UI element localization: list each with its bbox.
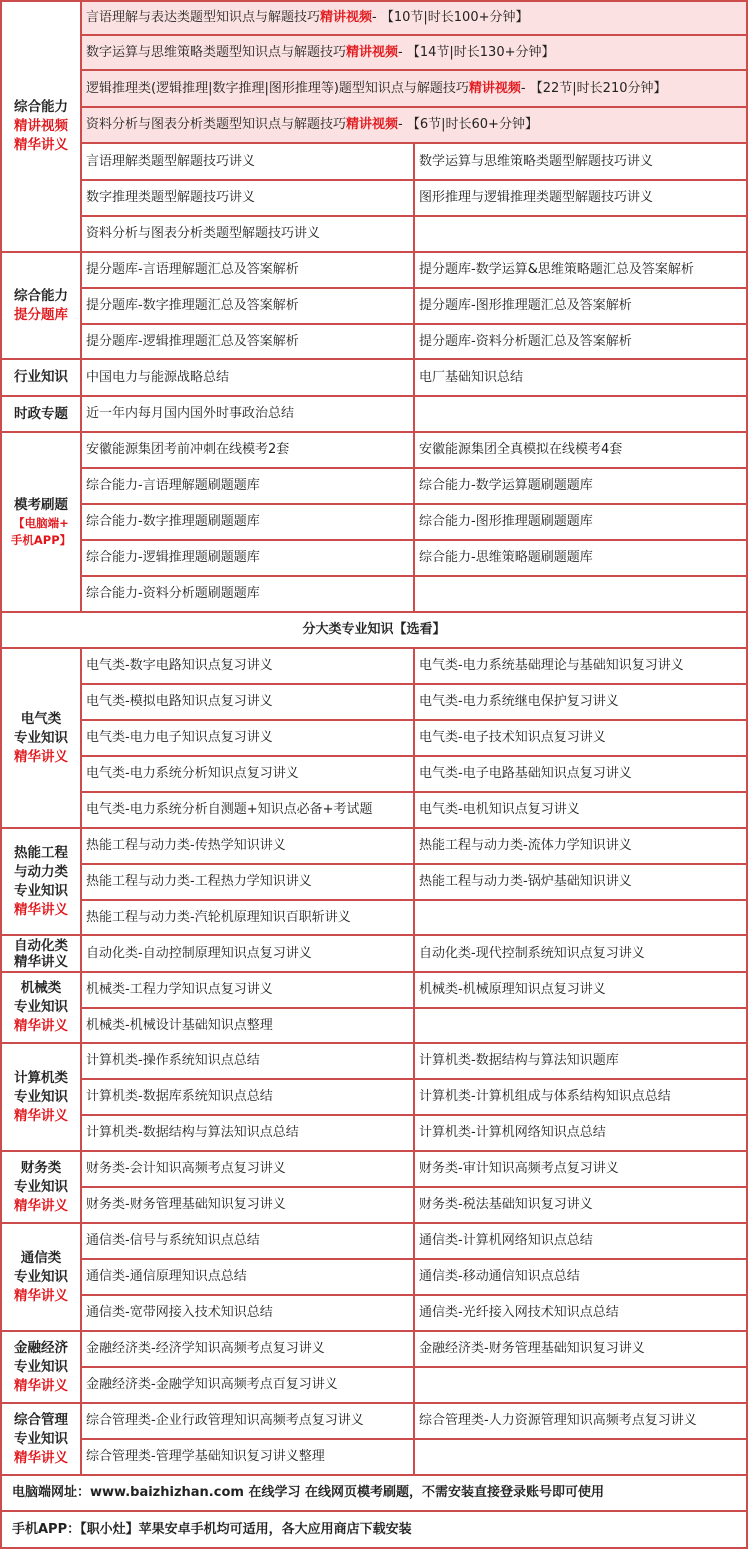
mokao-item[interactable]: 综合能力-逻辑推理题刷题题库 bbox=[82, 541, 413, 575]
jinrong-item[interactable]: 金融经济类-财务管理基础知识复习讲义 bbox=[415, 1332, 746, 1366]
category-title: 与动力类 bbox=[14, 863, 68, 880]
category-reneng bbox=[2, 829, 80, 934]
tiku-item[interactable]: 提分题库-数学运算&思维策略题汇总及答案解析 bbox=[415, 253, 746, 287]
category-sub: 精华讲义 bbox=[14, 901, 68, 918]
category-title: 自动化类 bbox=[14, 937, 68, 954]
category-sub: 精华讲义 bbox=[14, 1449, 68, 1466]
dianqi-item[interactable]: 电气类-电机知识点复习讲义 bbox=[415, 793, 746, 827]
dianqi-item[interactable]: 电气类-电力电子知识点复习讲义 bbox=[82, 721, 413, 755]
hangye-item[interactable]: 中国电力与能源战略总结 bbox=[82, 360, 413, 395]
video-item[interactable]: 资料分析与图表分析类题型知识点与解题技巧 精讲视频 - 【6节|时长60+分钟】 bbox=[82, 108, 746, 142]
jisuanji-item[interactable]: 计算机类-计算机网络知识点总结 bbox=[415, 1116, 746, 1150]
mokao-item[interactable]: 综合能力-言语理解题刷题题库 bbox=[82, 469, 413, 503]
category-jixie bbox=[2, 973, 80, 1042]
footer-app-info: 手机APP：【职小灶】苹果安卓手机均可适用，各大应用商店下载安装 bbox=[2, 1512, 746, 1547]
category-sub: 精华讲义 bbox=[14, 1197, 68, 1214]
mokao-item[interactable]: 综合能力-图形推理题刷题题库 bbox=[415, 505, 746, 539]
note-item[interactable]: 资料分析与图表分析类题型解题技巧讲义 bbox=[82, 217, 413, 251]
category-jinrong bbox=[2, 1332, 80, 1402]
category-sub: 精华讲义 bbox=[14, 1287, 68, 1304]
category-title: 专业知识 bbox=[14, 729, 68, 746]
note-item[interactable]: 数学运算与思维策略类题型解题技巧讲义 bbox=[415, 144, 746, 179]
caiwu-item[interactable]: 财务类-财务管理基础知识复习讲义 bbox=[82, 1188, 413, 1222]
empty-cell bbox=[415, 1009, 746, 1042]
category-title: 金融经济 bbox=[14, 1339, 68, 1356]
zidonghua-item[interactable]: 自动化类-自动控制原理知识点复习讲义 bbox=[82, 936, 413, 971]
tongxin-item[interactable]: 通信类-移动通信知识点总结 bbox=[415, 1260, 746, 1294]
category-title: 模考刷题 bbox=[14, 496, 68, 513]
mokao-item[interactable]: 安徽能源集团全真模拟在线模考4套 bbox=[415, 433, 746, 467]
section-divider: 分大类专业知识【选看】 bbox=[2, 613, 746, 647]
dianqi-item[interactable]: 电气类-电子技术知识点复习讲义 bbox=[415, 721, 746, 755]
guanli-item[interactable]: 综合管理类-管理学基础知识复习讲义整理 bbox=[82, 1440, 413, 1474]
category-hangye bbox=[2, 360, 80, 395]
dianqi-item[interactable]: 电气类-电力系统分析知识点复习讲义 bbox=[82, 757, 413, 791]
note-item[interactable]: 言语理解类题型解题技巧讲义 bbox=[82, 144, 413, 179]
category-title: 专业知识 bbox=[14, 1430, 68, 1447]
category-shizheng bbox=[2, 397, 80, 431]
category-sub: 精华讲义 bbox=[14, 1107, 68, 1124]
mokao-item[interactable]: 综合能力-资料分析题刷题题库 bbox=[82, 577, 413, 611]
tiku-item[interactable]: 提分题库-逻辑推理题汇总及答案解析 bbox=[82, 325, 413, 358]
jixie-item[interactable]: 机械类-机械原理知识点复习讲义 bbox=[415, 973, 746, 1007]
tongxin-item[interactable]: 通信类-宽带网接入技术知识总结 bbox=[82, 1296, 413, 1330]
note-item[interactable]: 图形推理与逻辑推理类题型解题技巧讲义 bbox=[415, 181, 746, 215]
category-title: 专业知识 bbox=[14, 999, 68, 1015]
category-zonghe-video bbox=[2, 2, 80, 251]
category-zidonghua bbox=[2, 936, 80, 971]
category-zonghe-tiku bbox=[2, 253, 80, 358]
reneng-item[interactable]: 热能工程与动力类-锅炉基础知识讲义 bbox=[415, 865, 746, 899]
reneng-item[interactable]: 热能工程与动力类-流体力学知识讲义 bbox=[415, 829, 746, 863]
jinrong-item[interactable]: 金融经济类-金融学知识高频考点百复习讲义 bbox=[82, 1368, 413, 1402]
mokao-item[interactable]: 综合能力-数学运算题刷题题库 bbox=[415, 469, 746, 503]
jinrong-item[interactable]: 金融经济类-经济学知识高频考点复习讲义 bbox=[82, 1332, 413, 1366]
jixie-item[interactable]: 机械类-机械设计基础知识点整理 bbox=[82, 1009, 413, 1042]
category-title: 专业知识 bbox=[14, 1178, 68, 1195]
category-title: 专业知识 bbox=[14, 1268, 68, 1285]
category-title: 综合管理 bbox=[14, 1411, 68, 1428]
category-title: 精华讲义 bbox=[14, 953, 68, 970]
category-sub: 精讲视频 bbox=[14, 118, 68, 134]
category-title: 行业知识 bbox=[14, 369, 68, 385]
mokao-item[interactable]: 综合能力-数字推理题刷题题库 bbox=[82, 505, 413, 539]
tiku-item[interactable]: 提分题库-资料分析题汇总及答案解析 bbox=[415, 325, 746, 358]
tongxin-item[interactable]: 通信类-计算机网络知识点总结 bbox=[415, 1224, 746, 1258]
category-title: 热能工程 bbox=[14, 844, 68, 861]
jisuanji-item[interactable]: 计算机类-计算机组成与体系结构知识点总结 bbox=[415, 1080, 746, 1114]
empty-cell bbox=[415, 901, 746, 934]
category-tongxin bbox=[2, 1224, 80, 1330]
reneng-item[interactable]: 热能工程与动力类-汽轮机原理知识百职斩讲义 bbox=[82, 901, 413, 934]
category-sub: 提分题库 bbox=[14, 306, 68, 323]
caiwu-item[interactable]: 财务类-审计知识高频考点复习讲义 bbox=[415, 1152, 746, 1186]
empty-cell bbox=[415, 1440, 746, 1474]
category-title: 机械类 bbox=[20, 980, 62, 996]
mokao-item[interactable]: 安徽能源集团考前冲刺在线模考2套 bbox=[82, 433, 413, 467]
tiku-item[interactable]: 提分题库-言语理解题汇总及答案解析 bbox=[82, 253, 413, 287]
dianqi-item[interactable]: 电气类-数字电路知识点复习讲义 bbox=[82, 649, 413, 683]
empty-cell bbox=[415, 397, 746, 431]
footer-web-url[interactable]: 电脑端网址：www.baizhizhan.com 在线学习 在线网页模考刷题，不需安装直接登录账号即可使用 bbox=[2, 1476, 746, 1510]
dianqi-item[interactable]: 电气类-电力系统继电保护复习讲义 bbox=[415, 685, 746, 719]
category-title: 专业知识 bbox=[14, 1088, 68, 1105]
jisuanji-item[interactable]: 计算机类-操作系统知识点总结 bbox=[82, 1044, 413, 1078]
category-sub: 精华讲义 bbox=[14, 137, 68, 153]
dianqi-item[interactable]: 电气类-模拟电路知识点复习讲义 bbox=[82, 685, 413, 719]
reneng-item[interactable]: 热能工程与动力类-工程热力学知识讲义 bbox=[82, 865, 413, 899]
category-title: 综合能力 bbox=[14, 99, 68, 115]
empty-cell bbox=[415, 217, 746, 251]
tiku-item[interactable]: 提分题库-图形推理题汇总及答案解析 bbox=[415, 289, 746, 323]
tongxin-item[interactable]: 通信类-信号与系统知识点总结 bbox=[82, 1224, 413, 1258]
category-title: 综合能力 bbox=[14, 287, 68, 304]
video-item[interactable]: 逻辑推理类(逻辑推理|数字推理|图形推理等)题型知识点与解题技巧 精讲视频 - 【22节|时长210分钟】 bbox=[82, 71, 746, 106]
category-title: 通信类 bbox=[20, 1249, 62, 1266]
category-mokao bbox=[2, 433, 80, 611]
category-jisuanji bbox=[2, 1044, 80, 1150]
caiwu-item[interactable]: 财务类-税法基础知识复习讲义 bbox=[415, 1188, 746, 1222]
shizheng-item[interactable]: 近一年内每月国内国外时事政治总结 bbox=[82, 397, 413, 431]
caiwu-item[interactable]: 财务类-会计知识高频考点复习讲义 bbox=[82, 1152, 413, 1186]
tongxin-item[interactable]: 通信类-通信原理知识点总结 bbox=[82, 1260, 413, 1294]
category-title: 专业知识 bbox=[14, 882, 68, 899]
category-title: 电气类 bbox=[20, 710, 62, 727]
empty-cell bbox=[415, 577, 746, 611]
category-title: 财务类 bbox=[20, 1159, 62, 1176]
jisuanji-item[interactable]: 计算机类-数据结构与算法知识题库 bbox=[415, 1044, 746, 1078]
category-sub: 精华讲义 bbox=[14, 1377, 68, 1394]
guanli-item[interactable]: 综合管理类-人力资源管理知识高频考点复习讲义 bbox=[415, 1404, 746, 1438]
note-item[interactable]: 数字推理类题型解题技巧讲义 bbox=[82, 181, 413, 215]
category-sub: 手机APP】 bbox=[10, 532, 72, 547]
category-guanli bbox=[2, 1404, 80, 1474]
jixie-item[interactable]: 机械类-工程力学知识点复习讲义 bbox=[82, 973, 413, 1007]
jisuanji-item[interactable]: 计算机类-数据库系统知识点总结 bbox=[82, 1080, 413, 1114]
guanli-item[interactable]: 综合管理类-企业行政管理知识高频考点复习讲义 bbox=[82, 1404, 413, 1438]
category-sub: 精华讲义 bbox=[14, 1018, 68, 1034]
dianqi-item[interactable]: 电气类-电力系统分析自测题+知识点必备+考试题 bbox=[82, 793, 413, 827]
video-item[interactable]: 数字运算与思维策略类题型知识点与解题技巧 精讲视频 - 【14节|时长130+分钟】 bbox=[82, 36, 746, 69]
jisuanji-item[interactable]: 计算机类-数据结构与算法知识点总结 bbox=[82, 1116, 413, 1150]
category-title: 时政专题 bbox=[14, 405, 68, 422]
reneng-item[interactable]: 热能工程与动力类-传热学知识讲义 bbox=[82, 829, 413, 863]
video-item[interactable]: 言语理解与表达类题型知识点与解题技巧 精讲视频 - 【10节|时长100+分钟】 bbox=[82, 2, 746, 34]
dianqi-item[interactable]: 电气类-电子电路基础知识点复习讲义 bbox=[415, 757, 746, 791]
category-caiwu bbox=[2, 1152, 80, 1222]
hangye-item[interactable]: 电厂基础知识总结 bbox=[415, 360, 746, 395]
zidonghua-item[interactable]: 自动化类-现代控制系统知识点复习讲义 bbox=[415, 936, 746, 971]
category-sub: 精华讲义 bbox=[14, 748, 68, 765]
category-title: 计算机类 bbox=[14, 1069, 68, 1086]
category-title: 专业知识 bbox=[14, 1358, 68, 1375]
tongxin-item[interactable]: 通信类-光纤接入网技术知识点总结 bbox=[415, 1296, 746, 1330]
category-sub: 【电脑端+ bbox=[13, 515, 69, 530]
mokao-item[interactable]: 综合能力-思维策略题刷题题库 bbox=[415, 541, 746, 575]
category-dianqi bbox=[2, 649, 80, 827]
empty-cell bbox=[415, 1368, 746, 1402]
tiku-item[interactable]: 提分题库-数字推理题汇总及答案解析 bbox=[82, 289, 413, 323]
dianqi-item[interactable]: 电气类-电力系统基础理论与基础知识复习讲义 bbox=[415, 649, 746, 683]
